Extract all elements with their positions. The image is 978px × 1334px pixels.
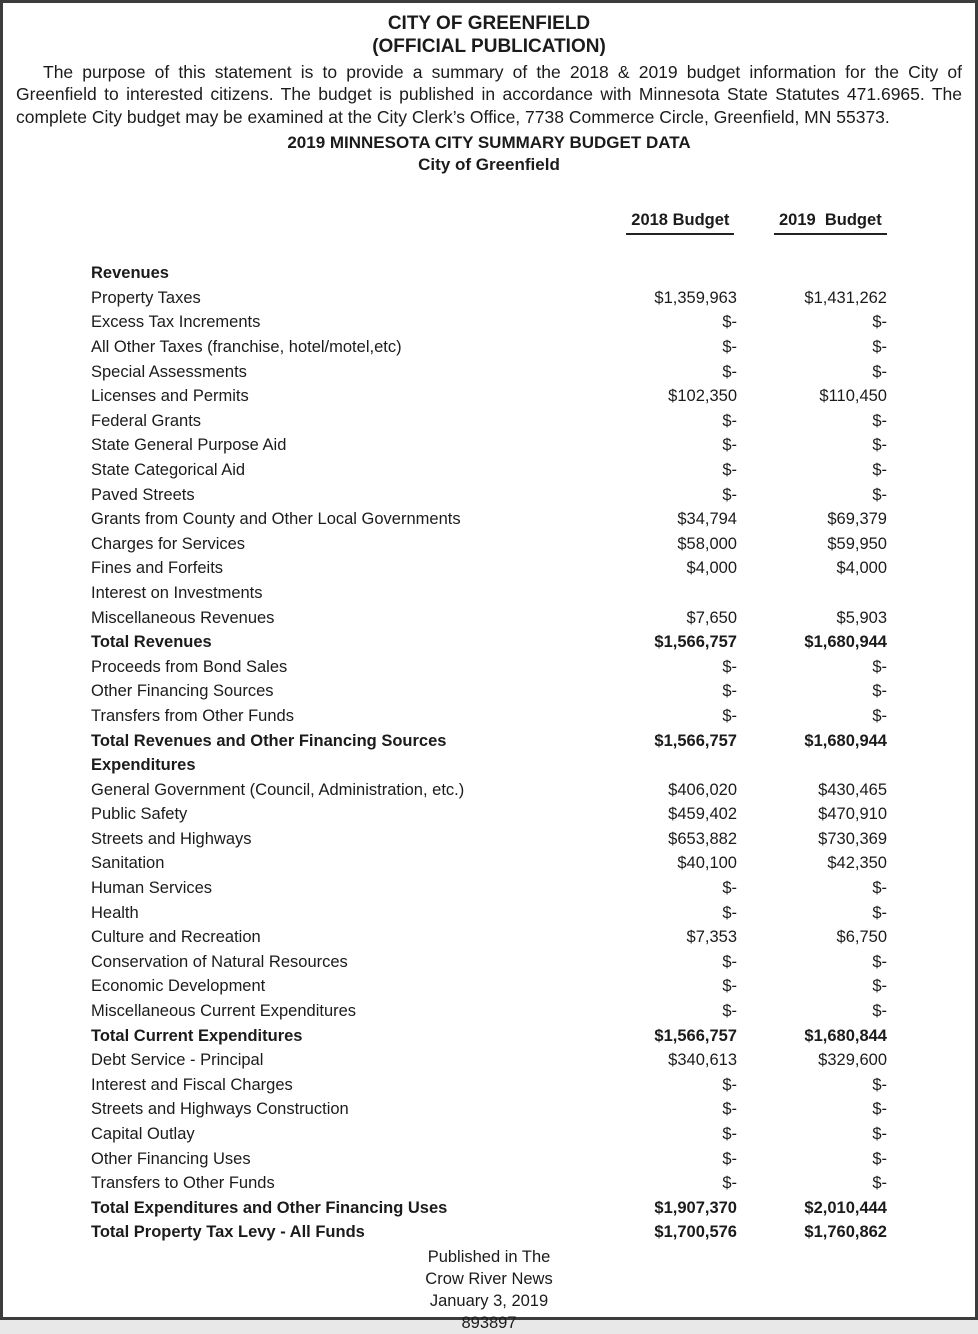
table-row bbox=[91, 729, 887, 754]
row-label: Proceeds from Bond Sales bbox=[91, 657, 288, 676]
row-label: Total Current Expenditures bbox=[91, 1026, 303, 1045]
value-2019: $- bbox=[872, 1100, 887, 1119]
value-2018 bbox=[587, 581, 737, 606]
value-2018: $40,100 bbox=[677, 854, 737, 873]
table-row bbox=[91, 778, 887, 803]
row-label: Capital Outlay bbox=[91, 1125, 195, 1143]
table-row bbox=[91, 1024, 887, 1049]
row-label: Streets and Highways Construction bbox=[91, 1100, 349, 1119]
table-row bbox=[91, 360, 887, 385]
row-label: Other Financing Sources bbox=[91, 682, 274, 701]
row-label: Total Revenues and Other Financing Sources bbox=[91, 731, 447, 750]
budget-subtitle-block bbox=[3, 132, 975, 176]
value-2019: $- bbox=[872, 879, 887, 898]
value-2019: $- bbox=[872, 338, 887, 356]
budget-table-body bbox=[91, 261, 887, 1245]
value-2018: $406,020 bbox=[668, 780, 737, 799]
table-row bbox=[91, 261, 887, 286]
value-2019: $59,950 bbox=[827, 534, 887, 553]
value-2018: $1,566,757 bbox=[654, 1026, 737, 1045]
value-2018 bbox=[587, 261, 737, 286]
row-label: Fines and Forfeits bbox=[91, 559, 224, 578]
publication-note-line2: Crow River News bbox=[425, 1269, 553, 1288]
value-2018: $- bbox=[722, 485, 737, 504]
row-label: Expenditures bbox=[91, 756, 196, 775]
table-row bbox=[91, 999, 887, 1024]
row-label: Excess Tax Increments bbox=[91, 313, 261, 332]
row-label: Sanitation bbox=[91, 854, 165, 873]
publication-footer bbox=[3, 1246, 975, 1334]
value-2019 bbox=[737, 261, 887, 286]
value-2018: $- bbox=[722, 1075, 737, 1094]
value-2018: $459,402 bbox=[668, 805, 737, 824]
value-2019: $69,379 bbox=[827, 510, 887, 529]
row-label: Public Safety bbox=[91, 805, 188, 824]
table-row bbox=[91, 507, 887, 532]
table-row bbox=[91, 1147, 887, 1172]
value-2019: $1,680,844 bbox=[804, 1026, 887, 1045]
row-label: Human Services bbox=[91, 879, 213, 898]
value-2019: $- bbox=[872, 313, 887, 332]
table-row bbox=[91, 409, 887, 434]
value-2018: $1,566,757 bbox=[654, 731, 737, 750]
row-label: Property Taxes bbox=[91, 288, 201, 307]
value-2019: $730,369 bbox=[818, 829, 887, 848]
table-row bbox=[91, 1122, 887, 1147]
value-2019: $6,750 bbox=[836, 928, 887, 947]
table-row bbox=[91, 1073, 887, 1098]
value-2018: $1,566,757 bbox=[654, 633, 737, 652]
value-2019: $2,010,444 bbox=[804, 1198, 887, 1217]
value-2019: $- bbox=[872, 1002, 887, 1021]
value-2018: $- bbox=[722, 411, 737, 430]
value-2018: $1,907,370 bbox=[654, 1198, 737, 1217]
value-2019: $- bbox=[872, 706, 887, 725]
table-row bbox=[91, 1220, 887, 1245]
document-title-block bbox=[3, 12, 975, 58]
value-2019: $- bbox=[872, 952, 887, 971]
row-label: Conservation of Natural Resources bbox=[91, 952, 348, 971]
value-2019 bbox=[737, 753, 887, 778]
table-row bbox=[91, 655, 887, 680]
column-header-2018-label: 2018 Budget bbox=[626, 209, 734, 235]
value-2018: $- bbox=[722, 682, 737, 701]
row-label: Federal Grants bbox=[91, 411, 202, 430]
row-label: Grants from County and Other Local Governments bbox=[91, 510, 461, 529]
value-2018: $- bbox=[722, 1149, 737, 1168]
table-row bbox=[91, 753, 887, 778]
value-2019: $- bbox=[872, 903, 887, 922]
table-row bbox=[91, 606, 887, 631]
value-2019: $- bbox=[872, 436, 887, 455]
table-row bbox=[91, 802, 887, 827]
value-2019: $- bbox=[872, 460, 887, 479]
row-label: All Other Taxes (franchise, hotel/motel,etc) bbox=[91, 338, 402, 356]
budget-table bbox=[91, 186, 887, 1245]
table-row bbox=[91, 1097, 887, 1122]
table-row bbox=[91, 581, 887, 606]
row-label: Miscellaneous Revenues bbox=[91, 608, 275, 627]
value-2019: $- bbox=[872, 1149, 887, 1168]
row-label: General Government (Council, Administration, etc.) bbox=[91, 780, 465, 799]
row-label: Miscellaneous Current Expenditures bbox=[91, 1002, 357, 1021]
row-label: State General Purpose Aid bbox=[91, 436, 287, 455]
official-publication-label: (OFFICIAL PUBLICATION) bbox=[372, 36, 606, 57]
value-2018: $34,794 bbox=[677, 510, 737, 529]
row-label: State Categorical Aid bbox=[91, 460, 246, 479]
value-2018: $- bbox=[722, 338, 737, 356]
label-column-spacer bbox=[91, 186, 587, 258]
row-label: Special Assessments bbox=[91, 362, 247, 381]
value-2019: $- bbox=[872, 1125, 887, 1143]
row-label: Paved Streets bbox=[91, 485, 195, 504]
value-2019: $- bbox=[872, 1174, 887, 1193]
value-2019: $329,600 bbox=[818, 1051, 887, 1070]
table-row bbox=[91, 1048, 887, 1073]
value-2018: $- bbox=[722, 706, 737, 725]
row-label: Health bbox=[91, 903, 139, 922]
table-row bbox=[91, 556, 887, 581]
value-2019: $1,680,944 bbox=[804, 731, 887, 750]
row-label: Revenues bbox=[91, 264, 169, 283]
value-2019: $42,350 bbox=[827, 854, 887, 873]
value-2018: $- bbox=[722, 1002, 737, 1021]
row-label: Total Revenues bbox=[91, 633, 212, 652]
row-label: Economic Development bbox=[91, 977, 266, 996]
row-label: Transfers to Other Funds bbox=[91, 1174, 275, 1193]
value-2018: $- bbox=[722, 977, 737, 996]
table-row bbox=[91, 335, 887, 360]
table-row bbox=[91, 925, 887, 950]
value-2018: $- bbox=[722, 362, 737, 381]
table-row bbox=[91, 704, 887, 729]
value-2019: $430,465 bbox=[818, 780, 887, 799]
table-row bbox=[91, 1171, 887, 1196]
value-2019: $5,903 bbox=[836, 608, 887, 627]
value-2019: $- bbox=[872, 485, 887, 504]
city-name-heading: City of Greenfield bbox=[418, 155, 560, 175]
budget-data-heading: 2019 MINNESOTA CITY SUMMARY BUDGET DATA bbox=[287, 133, 691, 153]
table-row bbox=[91, 950, 887, 975]
value-2018: $- bbox=[722, 952, 737, 971]
value-2019: $110,450 bbox=[819, 387, 887, 406]
table-row bbox=[91, 630, 887, 655]
value-2018: $- bbox=[722, 436, 737, 455]
table-row bbox=[91, 310, 887, 335]
table-row bbox=[91, 876, 887, 901]
column-header-2019-label: 2019 Budget bbox=[774, 209, 887, 235]
value-2019: $- bbox=[872, 1075, 887, 1094]
table-row bbox=[91, 433, 887, 458]
value-2018: $- bbox=[722, 313, 737, 332]
value-2018: $- bbox=[722, 1125, 737, 1143]
row-label: Culture and Recreation bbox=[91, 928, 261, 947]
value-2018: $102,350 bbox=[668, 387, 737, 406]
value-2018: $- bbox=[722, 879, 737, 898]
value-2018: $340,613 bbox=[668, 1051, 737, 1070]
table-row bbox=[91, 901, 887, 926]
value-2019: $- bbox=[872, 411, 887, 430]
value-2018: $- bbox=[722, 460, 737, 479]
value-2019: $1,431,262 bbox=[804, 288, 887, 307]
row-label: Other Financing Uses bbox=[91, 1149, 251, 1168]
value-2019: $4,000 bbox=[836, 559, 887, 578]
table-row bbox=[91, 483, 887, 508]
value-2018: $1,359,963 bbox=[654, 288, 737, 307]
column-header-2018 bbox=[587, 186, 737, 258]
table-row bbox=[91, 1196, 887, 1221]
value-2019: $- bbox=[872, 682, 887, 701]
value-2018: $4,000 bbox=[686, 559, 737, 578]
value-2019: $1,760,862 bbox=[804, 1223, 887, 1242]
value-2019: $470,910 bbox=[818, 805, 887, 824]
row-label: Licenses and Permits bbox=[91, 387, 249, 406]
table-row bbox=[91, 827, 887, 852]
table-row bbox=[91, 458, 887, 483]
value-2019: $- bbox=[872, 977, 887, 996]
value-2019: $- bbox=[872, 657, 887, 676]
publication-note-line1: Published in The bbox=[427, 1247, 551, 1266]
value-2018: $- bbox=[722, 903, 737, 922]
table-row bbox=[91, 384, 887, 409]
intro-paragraph: The purpose of this statement is to provide a summary of the 2018 & 2019 budget information for the City of Greenfield to interested citizens. The budget is published in accordance with Minnesota State Statutes 471.6965. The complete City budget may be examined at the City Clerk’s Office, 7738 Commerce Circle, Greenfield, MN 55373. bbox=[16, 62, 962, 127]
column-header-2019 bbox=[737, 186, 887, 258]
row-label: Total Expenditures and Other Financing Uses bbox=[91, 1198, 448, 1217]
value-2018: $653,882 bbox=[668, 829, 737, 848]
publication-date: January 3, 2019 bbox=[429, 1291, 549, 1310]
table-row bbox=[91, 851, 887, 876]
value-2018: $7,353 bbox=[686, 928, 737, 947]
row-label: Transfers from Other Funds bbox=[91, 706, 294, 725]
value-2019 bbox=[737, 581, 887, 606]
table-row bbox=[91, 286, 887, 311]
row-label: Charges for Services bbox=[91, 534, 246, 553]
row-label: Debt Service - Principal bbox=[91, 1051, 264, 1070]
value-2019: $1,680,944 bbox=[804, 633, 887, 652]
value-2018: $- bbox=[722, 657, 737, 676]
budget-table-header bbox=[91, 186, 887, 258]
row-label: Streets and Highways bbox=[91, 829, 252, 848]
row-label: Interest and Fiscal Charges bbox=[91, 1075, 293, 1094]
value-2018: $7,650 bbox=[686, 608, 737, 627]
value-2019: $- bbox=[872, 362, 887, 381]
value-2018 bbox=[587, 753, 737, 778]
publication-number: 893897 bbox=[461, 1313, 517, 1332]
value-2018: $- bbox=[722, 1100, 737, 1119]
value-2018: $- bbox=[722, 1174, 737, 1193]
document-title: CITY OF GREENFIELD bbox=[387, 13, 591, 34]
row-label: Interest on Investments bbox=[91, 583, 263, 602]
value-2018: $1,700,576 bbox=[654, 1223, 737, 1242]
row-label: Total Property Tax Levy - All Funds bbox=[91, 1223, 365, 1242]
table-row bbox=[91, 974, 887, 999]
value-2018: $58,000 bbox=[677, 534, 737, 553]
table-row bbox=[91, 532, 887, 557]
table-row bbox=[91, 679, 887, 704]
